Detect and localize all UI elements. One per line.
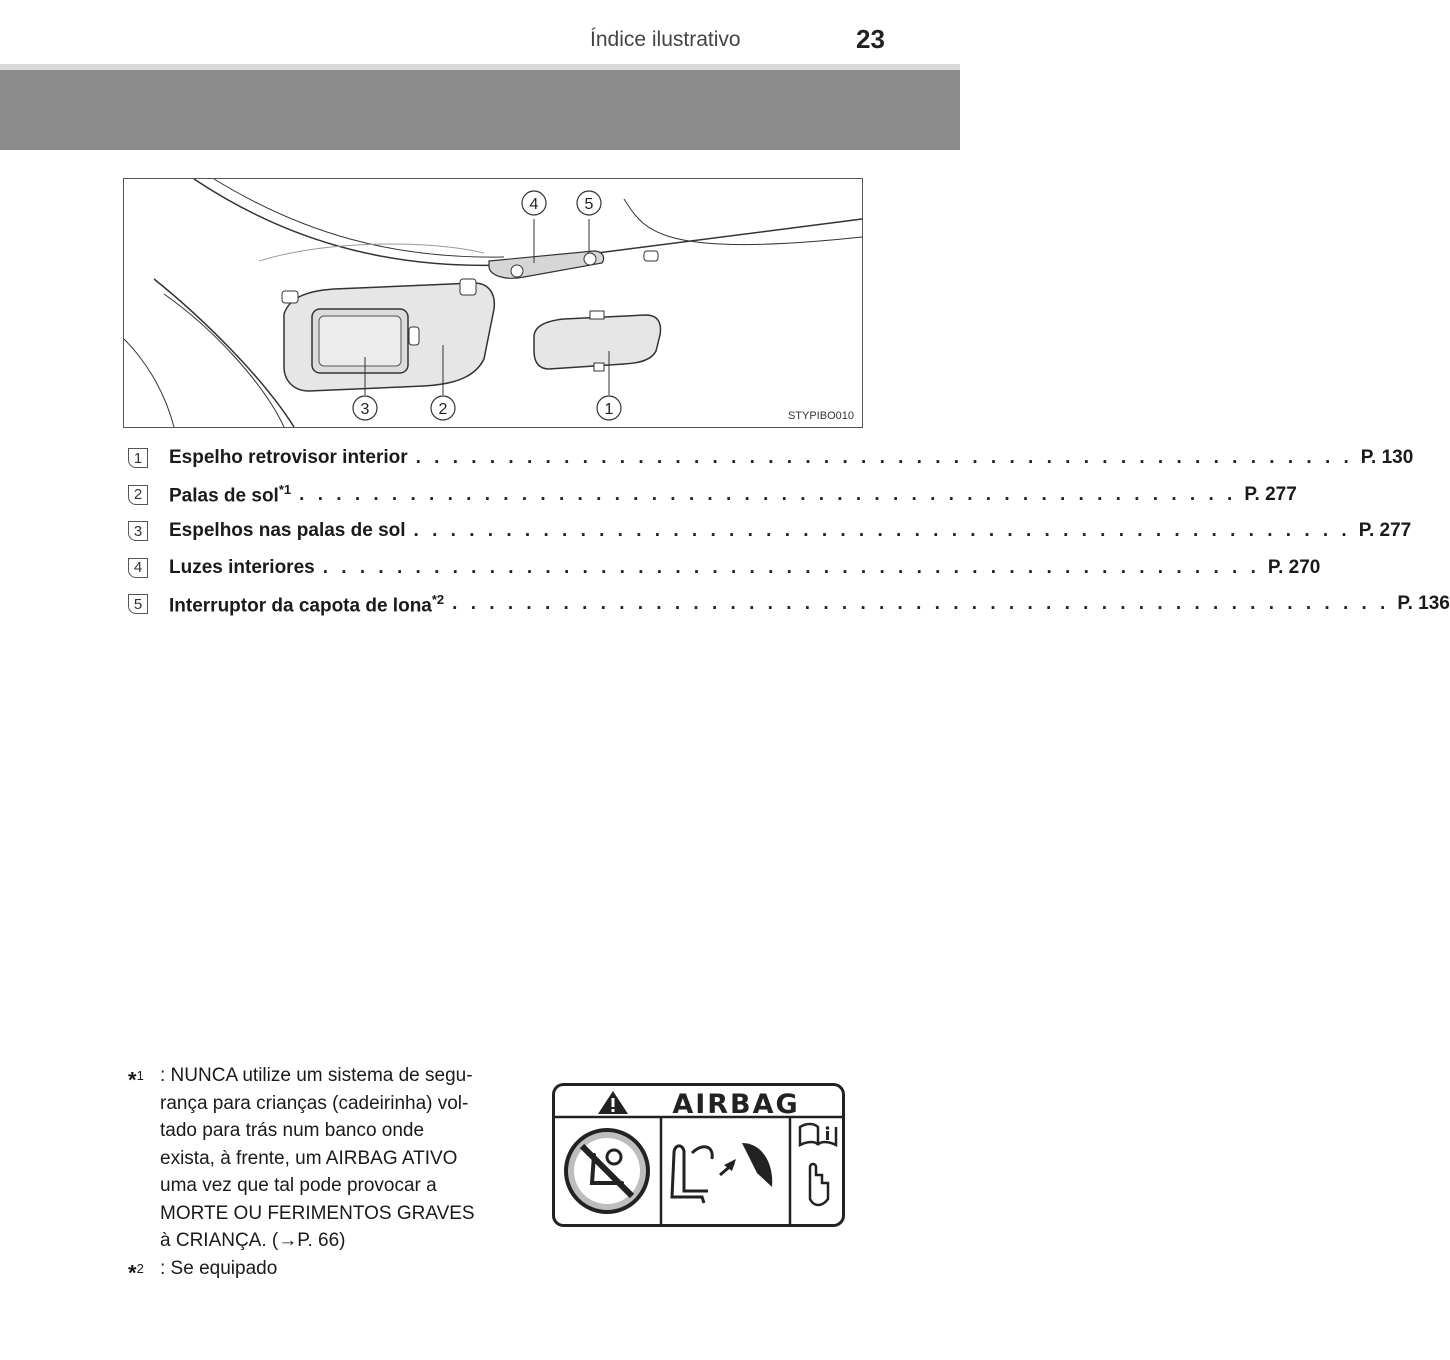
chapter-band	[0, 70, 960, 150]
page-number: 23	[856, 24, 885, 54]
page-reference[interactable]: P. 277	[1358, 520, 1412, 542]
dot-leader: . . . . . . . . . . . . . . . . . . . . . . . . . . . . . . . . . . . . . . . . . . . . . . . . . . .	[322, 556, 1260, 578]
item-label: Interruptor da capota de lona$^{*2}$	[169, 591, 445, 616]
index-item	[128, 513, 1412, 550]
dot-leader: . . . . . . . . . . . . . . . . . . . . . . . . . . . . . . . . . . . . . . . . . . . . . . . . . . .	[452, 593, 1390, 615]
footnotes	[128, 1062, 528, 1285]
item-label: Espelhos nas palas de sol	[169, 520, 406, 542]
footnote-mark: *$^1$	[128, 1067, 144, 1093]
item-number: 1	[128, 448, 148, 468]
index-item	[128, 586, 1450, 623]
item-number: 4	[128, 558, 148, 578]
interior-illustration	[123, 178, 863, 428]
figure-code: STYPIBO010	[787, 410, 854, 422]
footnote-1: *$^1$ : NUNCA utilize um sistema de segu- rança para crianças (cadeirinha) vol- tado para trás num banco onde exista, à frente, um AIRBAG ATIVO uma vez que tal pode provocar a MORTE OU FERIMENTOS GRAVES à CRIANÇA. (→P. 66)	[128, 1062, 528, 1255]
footnote-marker: *1	[278, 482, 292, 498]
svg-text:3: 3	[360, 401, 370, 418]
svg-text:1: 1	[604, 401, 614, 418]
footnote-mark: *$^2$	[128, 1259, 144, 1285]
item-label: Espelho retrovisor interior	[169, 447, 408, 469]
dot-leader: . . . . . . . . . . . . . . . . . . . . . . . . . . . . . . . . . . . . . . . . . . . . . . . . . . .	[299, 483, 1237, 505]
footnote-2: *$^2$ : Se equipado	[128, 1255, 528, 1283]
airbag-warning-label	[552, 1083, 845, 1227]
dot-leader: . . . . . . . . . . . . . . . . . . . . . . . . . . . . . . . . . . . . . . . . . . . . . . . . . . .	[413, 520, 1351, 542]
item-label: Luzes interiores	[169, 556, 315, 578]
item-number: 2	[128, 485, 148, 505]
page-header	[0, 0, 960, 64]
svg-text:4: 4	[529, 196, 539, 213]
page-reference[interactable]: P. 270	[1267, 556, 1321, 578]
index-item	[128, 550, 1321, 587]
footnote-marker: *2	[431, 591, 445, 607]
item-number: 3	[128, 521, 148, 541]
index-item	[128, 477, 1297, 514]
svg-text:2: 2	[438, 401, 448, 418]
item-label: Palas de sol$^{*1}$	[169, 482, 292, 507]
svg-text:5: 5	[584, 196, 594, 213]
dot-leader: . . . . . . . . . . . . . . . . . . . . . . . . . . . . . . . . . . . . . . . . . . . . . . . . . . .	[415, 447, 1353, 469]
item-number: 5	[128, 594, 148, 614]
page-reference[interactable]: P. 277	[1244, 483, 1297, 505]
index-item	[128, 440, 1414, 477]
sun-visor-mirror-drawing-icon	[124, 179, 862, 427]
page-reference[interactable]: P. 130	[1360, 447, 1414, 469]
airbag-title: AIRBAG	[672, 1089, 800, 1120]
airbag-warning-icon	[552, 1083, 845, 1227]
index-list	[128, 440, 1450, 623]
section-title: Índice ilustrativo	[590, 28, 741, 51]
page-reference[interactable]: P. 136	[1397, 593, 1450, 615]
